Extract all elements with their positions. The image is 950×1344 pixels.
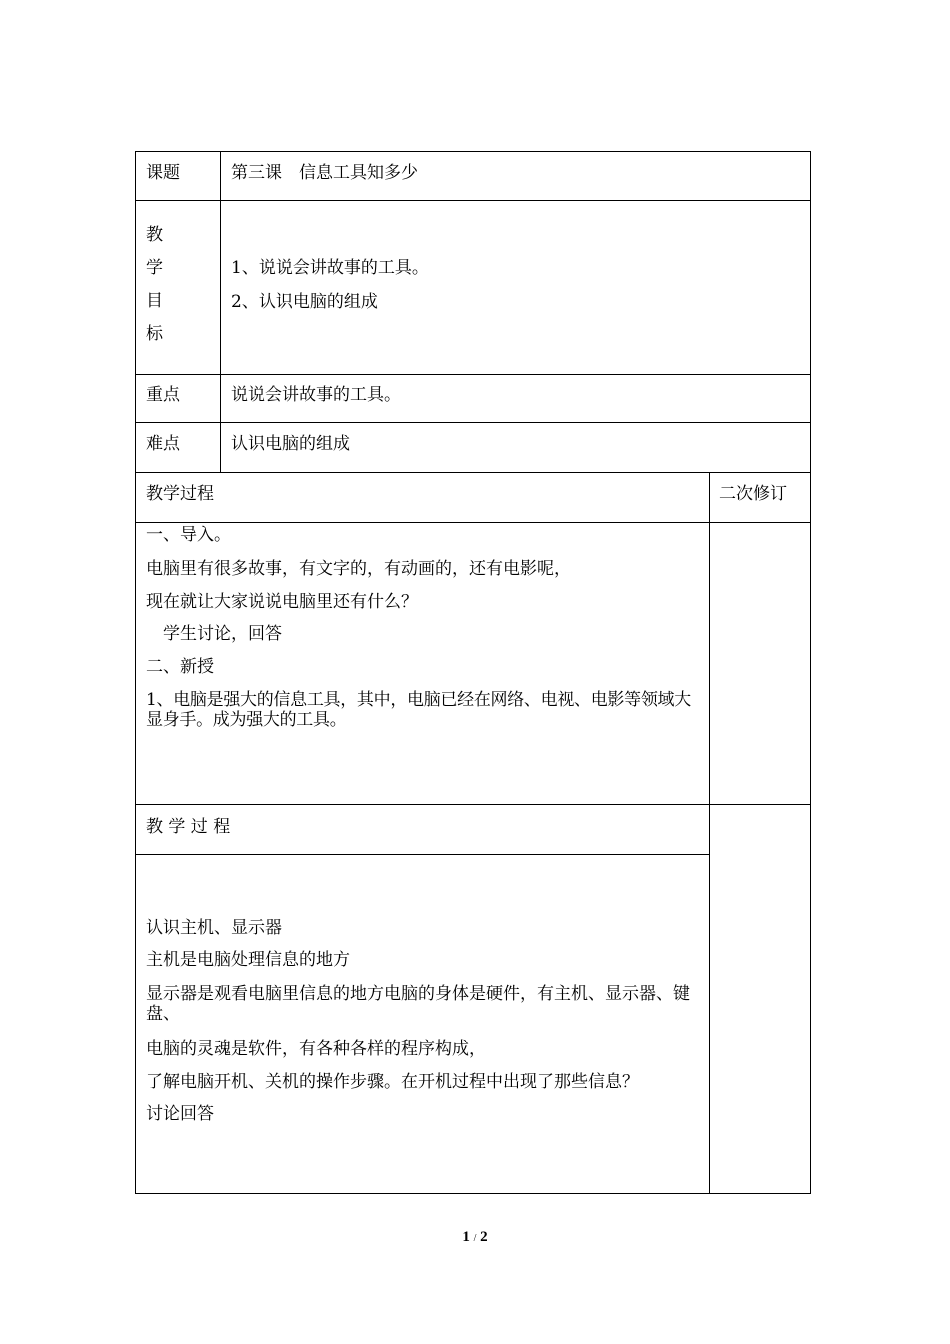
page-separator: / <box>473 1233 477 1244</box>
goal-item: 2、认识电脑的组成 <box>231 292 378 312</box>
goals-label-char: 目 <box>146 291 163 311</box>
process-line: 一、导入。 <box>146 525 231 545</box>
difficulty-label: 难点 <box>146 434 180 454</box>
process-line: 学生讨论，回答 <box>146 624 282 644</box>
topic-value: 第三课 信息工具知多少 <box>231 163 418 183</box>
key-point-value: 说说会讲故事的工具。 <box>231 385 401 405</box>
table-border-right <box>810 151 811 1194</box>
process-header-secondary: 教 学 过 程 <box>146 817 231 837</box>
topic-label: 课题 <box>146 163 180 183</box>
goals-label-char: 学 <box>146 258 163 278</box>
process-line: 1、电脑是强大的信息工具，其中，电脑已经在网络、电视、电影等领域大显身手。成为强大的工具。 <box>146 690 691 730</box>
row-divider <box>135 422 811 423</box>
goals-label-char: 标 <box>146 324 163 344</box>
process-line: 了解电脑开机、关机的操作步骤。在开机过程中出现了那些信息？ <box>146 1072 639 1092</box>
process-header: 教学过程 <box>146 484 214 504</box>
row-divider <box>135 854 710 855</box>
key-point-label: 重点 <box>146 385 180 405</box>
label-column-divider <box>220 151 221 473</box>
goal-item: 1、说说会讲故事的工具。 <box>231 258 429 278</box>
row-divider <box>135 374 811 375</box>
goals-label-char: 教 <box>146 225 163 245</box>
table-border-left <box>135 151 136 1194</box>
revision-header: 二次修订 <box>719 484 787 504</box>
revision-column-divider <box>709 472 710 1194</box>
process-line: 显示器是观看电脑里信息的地方电脑的身体是硬件，有主机、显示器、键盘、 <box>146 984 690 1024</box>
process-line: 电脑的灵魂是软件，有各种各样的程序构成， <box>146 1039 486 1059</box>
process-line: 主机是电脑处理信息的地方 <box>146 950 350 970</box>
process-line: 电脑里有很多故事，有文字的，有动画的，还有电影呢， <box>146 559 571 579</box>
page-number <box>0 1229 950 1246</box>
process-line: 现在就让大家说说电脑里还有什么？ <box>146 592 418 612</box>
page-current: 1 <box>462 1229 470 1245</box>
process-line: 二、新授 <box>146 657 214 677</box>
page-total: 2 <box>480 1229 488 1245</box>
process-line: 认识主机、显示器 <box>146 918 282 938</box>
table-border-top <box>135 151 811 152</box>
row-divider <box>135 200 811 201</box>
process-line: 讨论回答 <box>146 1104 214 1124</box>
difficulty-value: 认识电脑的组成 <box>231 434 350 454</box>
